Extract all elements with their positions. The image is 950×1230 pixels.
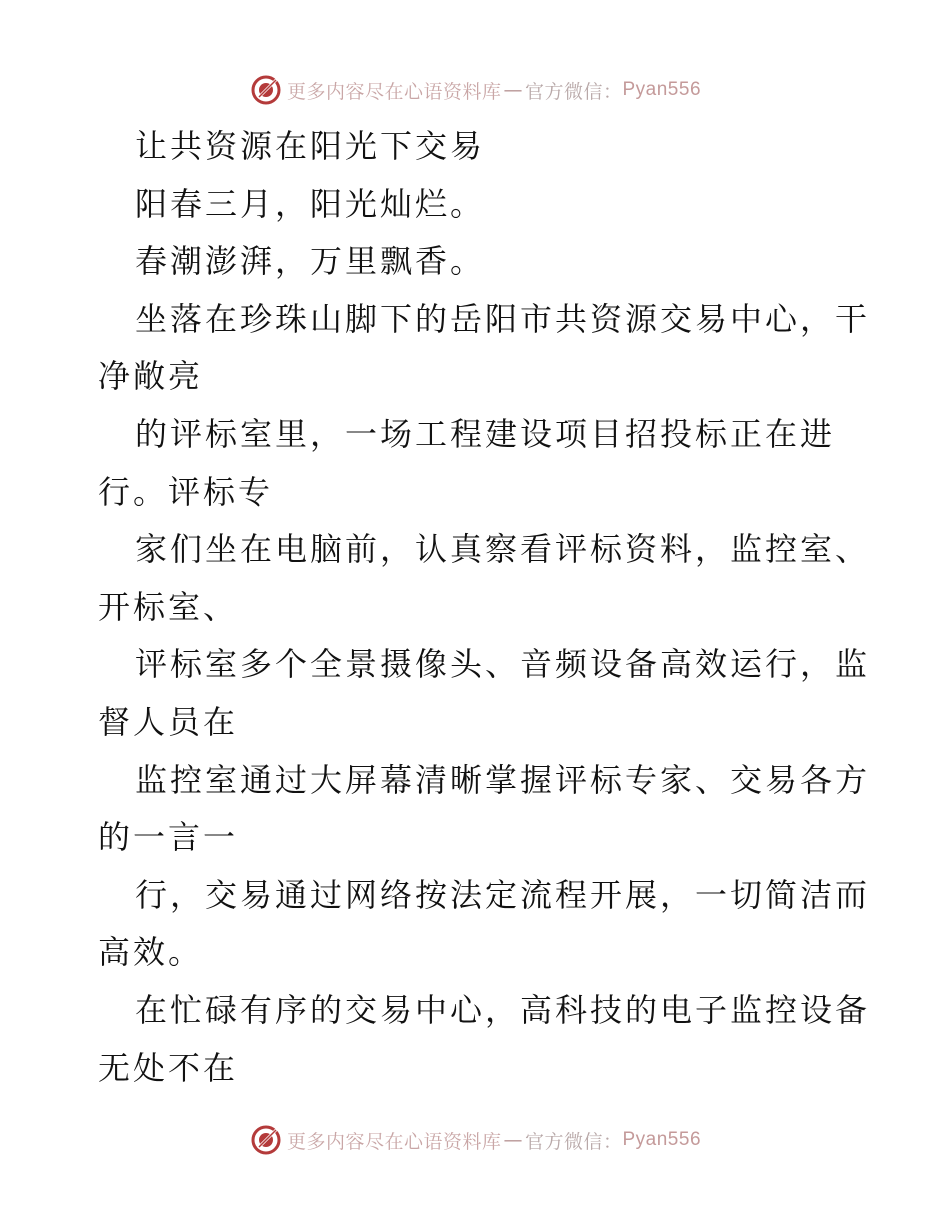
paragraph	[98, 233, 858, 291]
paragraph-line: 开标室、	[98, 587, 239, 626]
paragraph-line: 家们坐在电脑前，认真察看评标资料，监控室、	[135, 530, 871, 569]
footer-wechat-id: Pyan556	[622, 1129, 702, 1150]
paragraph	[98, 406, 858, 521]
paragraph	[98, 636, 871, 751]
paragraph-line: 评标室多个全景摄像头、音频设备高效运行，监	[135, 645, 871, 684]
paragraph-line: 的评标室里，一场工程建设项目招投标正在进	[135, 414, 836, 453]
paragraph-line: 无处不在	[98, 1048, 239, 1087]
logo-icon	[249, 1123, 283, 1157]
footer-dash: —	[503, 1129, 523, 1151]
header-wechat-label: 官方微信：	[524, 80, 623, 103]
paragraph	[98, 867, 871, 982]
paragraph-line: 春潮澎湃，万里飘香。	[135, 242, 486, 281]
paragraph-line: 督人员在	[98, 702, 239, 741]
header-text: 更多内容尽在心语资料库	[286, 80, 502, 103]
paragraph	[98, 291, 871, 406]
paragraph-line: 行。评标专	[98, 472, 274, 511]
paragraph	[98, 176, 858, 234]
paragraph-line: 行，交易通过网络按法定流程开展，一切简洁而	[135, 875, 871, 914]
header-watermark	[0, 70, 950, 110]
logo-icon	[249, 73, 283, 107]
paragraph-line: 净敞亮	[98, 357, 204, 396]
paragraph-line: 的一言一	[98, 818, 239, 857]
paragraph	[98, 521, 871, 636]
footer-text: 更多内容尽在心语资料库	[286, 1130, 502, 1153]
paragraph-line: 让共资源在阳光下交易	[135, 127, 486, 165]
footer-wechat-label: 官方微信：	[524, 1130, 623, 1153]
paragraph-line: 坐落在珍珠山脚下的岳阳市共资源交易中心，干	[135, 299, 871, 338]
paragraph-line: 高效。	[98, 933, 204, 972]
paragraph-line: 监控室通过大屏幕清晰掌握评标专家、交易各方	[135, 760, 871, 799]
document-body	[98, 118, 871, 1097]
header-dash: —	[503, 79, 523, 101]
paragraph-line: 阳春三月，阳光灿烂。	[135, 184, 486, 223]
paragraph-line: 在忙碌有序的交易中心，高科技的电子监控设备	[135, 990, 871, 1029]
paragraph	[98, 752, 871, 867]
footer-watermark	[0, 1120, 950, 1160]
paragraph	[98, 982, 871, 1097]
paragraph	[98, 118, 858, 176]
header-wechat-id: Pyan556	[622, 79, 702, 100]
